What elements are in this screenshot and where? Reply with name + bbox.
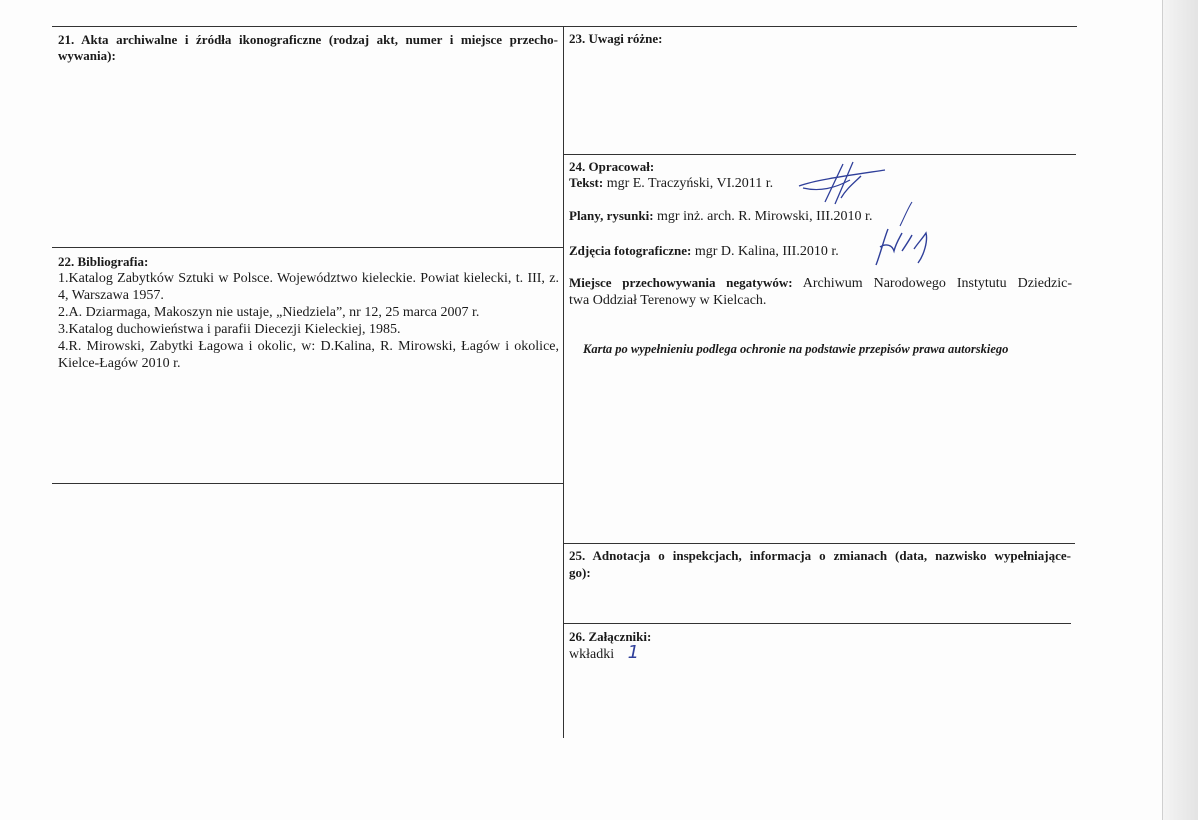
- rule-after-s21: [52, 247, 563, 248]
- s21-heading-line2: wywania):: [58, 48, 116, 63]
- s26-attachment-row: [569, 644, 639, 663]
- s24-zdjecia-row: [569, 242, 839, 260]
- negatywy-label: Miejsce przechowywania negatywów:: [569, 275, 793, 290]
- zdjecia-value: mgr D. Kalina, III.2010 r.: [694, 244, 839, 259]
- attachment-count: 1: [627, 642, 640, 663]
- rule-after-s22: [52, 483, 563, 484]
- tekst-value: mgr E. Traczyński, VI.2011 r.: [606, 176, 774, 191]
- signature-zdjecia: [870, 225, 935, 270]
- s24-plany-row: [569, 207, 872, 225]
- attachment-label: wkładki: [569, 647, 615, 662]
- rule-before-s25: [563, 543, 1075, 544]
- column-divider: [563, 26, 564, 738]
- tekst-label: Tekst:: [569, 175, 604, 190]
- bibliography-item: 2.A. Dziarmaga, Makoszyn nie ustaje, „Niedziela”, nr 12, 25 marca 2007 r.: [58, 305, 480, 320]
- rule-after-s23: [563, 154, 1076, 155]
- top-rule: [52, 26, 1077, 27]
- rule-before-s26: [563, 623, 1071, 624]
- s26-heading: 26. Załączniki:: [569, 629, 652, 644]
- negatywy-value-line1: Archiwum Narodowego Instytutu Dziedzic-: [802, 276, 1072, 291]
- plany-value: mgr inż. arch. R. Mirowski, III.2010 r.: [657, 209, 873, 224]
- negatywy-line1: [569, 274, 1072, 292]
- paper-edge: [1162, 0, 1198, 820]
- bibliography-item: 1.Katalog Zabytków Sztuki w Polsce. Województwo kieleckie. Powiat kielecki, t. III, z. 4, Warszawa 1957.: [58, 271, 559, 303]
- s22-heading: 22. Bibliografia:: [58, 254, 149, 269]
- section-21: [58, 32, 558, 64]
- section-25: [569, 547, 1071, 581]
- s25-heading-line1: 25. Adnotacja o inspekcjach, informacja o zmianach (data, nazwisko wypełniające-: [569, 548, 1071, 563]
- s21-heading-line1: 21. Akta archiwalne i źródła ikonograficzne (rodzaj akt, numer i miejsce przecho-: [58, 32, 558, 47]
- bibliography-item: 3.Katalog duchowieństwa i parafii Diecezji Kieleckiej, 1985.: [58, 322, 401, 337]
- bibliography-item: 4.R. Mirowski, Zabytki Łagowa i okolic, w: D.Kalina, R. Mirowski, Łagów i okolice, Kielce-Łagów 2010 r.: [58, 339, 559, 371]
- zdjecia-label: Zdjęcia fotograficzne:: [569, 243, 692, 258]
- section-22: [58, 253, 559, 372]
- s24-tekst-row: [569, 174, 773, 192]
- negatywy-value-line2: twa Oddział Terenowy w Kielcach.: [569, 293, 767, 308]
- s23-heading: 23. Uwagi różne:: [569, 31, 663, 46]
- copyright-note: Karta po wypełnieniu podlega ochronie na podstawie przepisów prawa autorskiego: [583, 342, 1009, 356]
- s25-heading-line2: go):: [569, 565, 591, 580]
- plany-label: Plany, rysunki:: [569, 208, 654, 223]
- signature-tekst: [795, 158, 890, 208]
- s24-heading: 24. Opracował:: [569, 159, 655, 174]
- s24-negatywy: [569, 274, 1072, 309]
